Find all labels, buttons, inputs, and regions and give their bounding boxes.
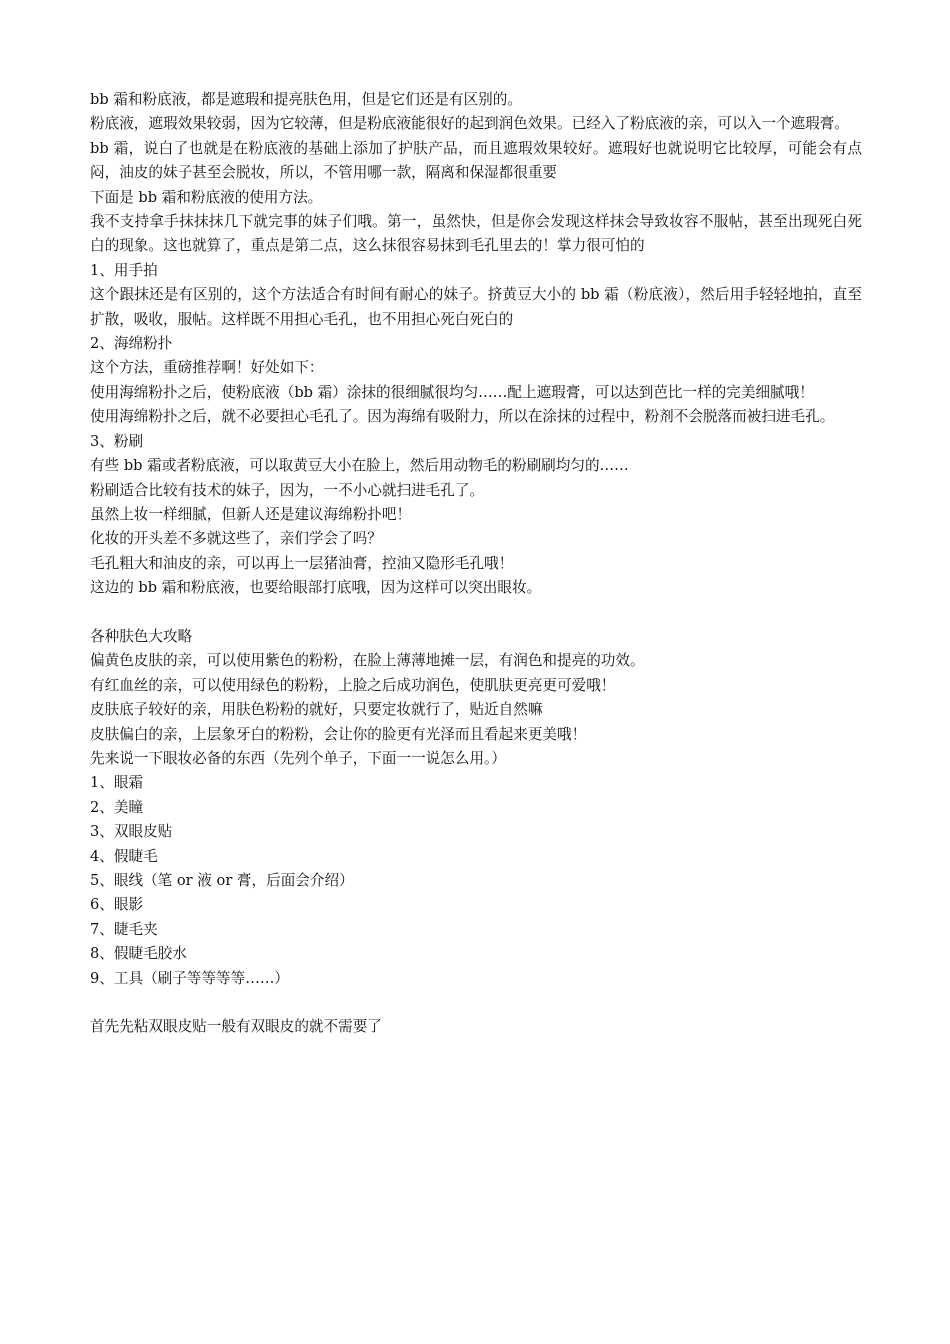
paragraph: 8、假睫毛胶水	[90, 945, 187, 963]
paragraph: 首先先粘双眼皮贴一般有双眼皮的就不需要了	[90, 1018, 382, 1036]
paragraph: 我不支持拿手抹抹抹几下就完事的妹子们哦。第一，虽然快，但是你会发现这样抹会导致妆容不服帖，甚至出现死白死白的现象。这也就算了，重点是第二点，这么抹很容易抹到毛孔里去的！掌力很可怕的	[90, 213, 862, 255]
paragraph: 粉底液，遮瑕效果较弱，因为它较薄，但是粉底液能很好的起到润色效果。已经入了粉底液的亲，可以入一个遮瑕膏。	[90, 115, 849, 133]
paragraph: 这边的 bb 霜和粉底液，也要给眼部打底哦，因为这样可以突出眼妆。	[90, 579, 542, 597]
paragraph: 2、美瞳	[90, 798, 144, 816]
paragraph: 这个跟抹还是有区别的，这个方法适合有时间有耐心的妹子。挤黄豆大小的 bb 霜（粉底液），然后用手轻轻地拍，直至扩散，吸收，服帖。这样既不用担心毛孔，也不用担心死白死白的	[90, 286, 862, 328]
paragraph: 这个方法，重磅推荐啊！好处如下：	[90, 359, 324, 377]
paragraph: 有红血丝的亲，可以使用绿色的粉粉，上脸之后成功润色，使肌肤更亮更可爱哦！	[90, 676, 616, 694]
paragraph: 偏黄色皮肤的亲，可以使用紫色的粉粉，在脸上薄薄地摊一层，有润色和提亮的功效。	[90, 652, 645, 670]
paragraph: 毛孔粗大和油皮的亲，可以再上一层猪油膏，控油又隐形毛孔哦！	[90, 554, 514, 572]
paragraph: 各种肤色大攻略	[90, 627, 193, 645]
paragraph: 下面是 bb 霜和粉底液的使用方法。	[90, 188, 323, 206]
blank-line	[90, 601, 862, 625]
paragraph: 6、眼影	[90, 896, 144, 914]
paragraph: 7、睫毛夹	[90, 920, 158, 938]
document-body	[90, 88, 862, 1040]
paragraph: 1、眼霜	[90, 774, 144, 792]
paragraph: 3、粉刷	[90, 432, 144, 450]
paragraph: bb 霜，说白了也就是在粉底液的基础上添加了护肤产品，而且遮瑕效果较好。遮瑕好也就说明它比较厚，可能会有点闷，油皮的妹子甚至会脱妆，所以，不管用哪一款，隔离和保湿都很重要	[90, 139, 862, 182]
paragraph: 先来说一下眼妆必备的东西（先列个单子，下面一一说怎么用。）	[90, 749, 506, 767]
paragraph: 1、用手拍	[90, 261, 158, 279]
paragraph: 有些 bb 霜或者粉底液，可以取黄豆大小在脸上，然后用动物毛的粉刷刷均匀的……	[90, 457, 629, 475]
paragraph: 皮肤底子较好的亲，用肤色粉粉的就好，只要定妆就行了，贴近自然嘛	[90, 701, 543, 719]
paragraph: 虽然上妆一样细腻，但新人还是建议海绵粉扑吧！	[90, 505, 412, 523]
paragraph: 5、眼线（笔 or 液 or 膏，后面会介绍）	[90, 871, 354, 889]
paragraph: 皮肤偏白的亲，上层象牙白的粉粉，会让你的脸更有光泽而且看起来更美哦！	[90, 725, 587, 743]
paragraph: 2、海绵粉扑	[90, 335, 173, 353]
blank-line	[90, 991, 862, 1015]
paragraph: 3、双眼皮贴	[90, 823, 173, 841]
paragraph: 9、工具（刷子等等等等……）	[90, 969, 290, 987]
paragraph: bb 霜和粉底液，都是遮瑕和提亮肤色用，但是它们还是有区别的。	[90, 91, 522, 108]
paragraph: 粉刷适合比较有技术的妹子，因为，一不小心就扫进毛孔了。	[90, 481, 485, 499]
paragraph: 使用海绵粉扑之后，就不必要担心毛孔了。因为海绵有吸附力，所以在涂抹的过程中，粉剂不会脱落而被扫进毛孔。	[90, 408, 835, 426]
paragraph: 化妆的开头差不多就这些了，亲们学会了吗？	[90, 530, 382, 548]
paragraph: 使用海绵粉扑之后，使粉底液（bb 霜）涂抹的很细腻很均匀……配上遮瑕膏，可以达到芭比一样的完美细腻哦！	[90, 383, 814, 401]
paragraph: 4、假睫毛	[90, 847, 158, 865]
